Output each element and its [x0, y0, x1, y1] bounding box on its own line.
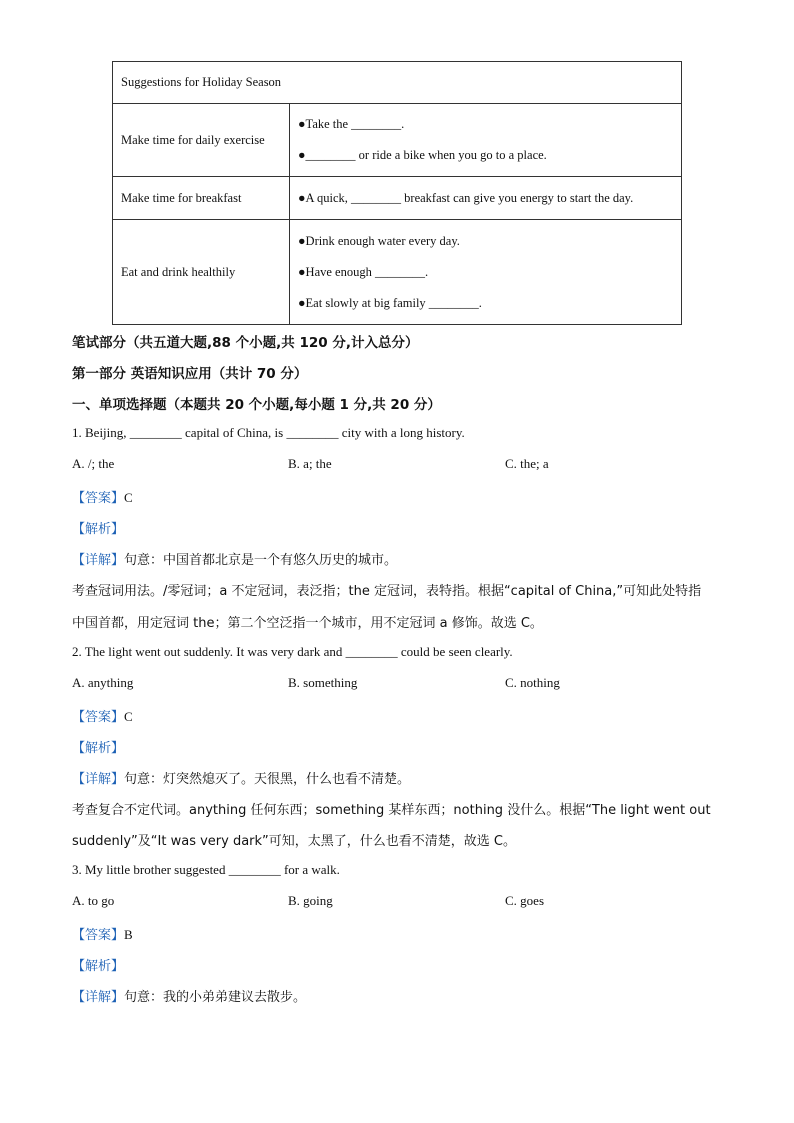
row-item: ●________ or ride a bike when you go to a place. — [298, 148, 547, 162]
answer-value: C — [124, 709, 133, 724]
table-row — [113, 104, 682, 177]
row-item: ●Drink enough water every day. — [298, 233, 460, 248]
table-row — [113, 220, 682, 325]
question-stem: 2. The light went out suddenly. It was very dark and ________ could be seen clearly. — [72, 644, 513, 659]
question-stem: 1. Beijing, ________ capital of China, is ________ city with a long history. — [72, 425, 465, 440]
detail-tag: 【详解】 — [72, 990, 125, 1005]
detail-line — [72, 986, 306, 1005]
answer-line — [72, 924, 133, 943]
row-content — [290, 177, 682, 220]
table-row — [113, 177, 682, 220]
row-label: Make time for daily exercise — [113, 104, 290, 177]
option-a: A. /; the — [72, 456, 115, 471]
answer-line — [72, 487, 133, 506]
detail-tag: 【详解】 — [72, 772, 125, 787]
explain-line: 考查复合不定代词。anything 任何东西；something 某样东西；nothing 没什么。根据“The light went out — [72, 803, 711, 818]
answer-line — [72, 706, 133, 725]
question-stem: 3. My little brother suggested ________ for a walk. — [72, 862, 340, 877]
analysis-tag: 【解析】 — [72, 522, 125, 537]
option-a: A. anything — [72, 675, 134, 690]
answer-tag: 【答案】 — [72, 710, 125, 725]
row-item: ●Have enough ________. — [298, 264, 429, 279]
answer-tag: 【答案】 — [72, 491, 125, 506]
row-label: Make time for breakfast — [113, 177, 290, 220]
section-written-heading: 笔试部分（共五道大题,88 个小题,共 120 分,计入总分） — [72, 335, 419, 351]
option-b: B. going — [288, 893, 333, 908]
row-label: Eat and drink healthily — [113, 220, 290, 325]
option-b: B. a; the — [288, 456, 332, 471]
option-c: C. the; a — [505, 456, 549, 471]
answer-tag: 【答案】 — [72, 928, 125, 943]
explain-line: 考查冠词用法。/零冠词；a 不定冠词，表泛指；the 定冠词，表特指。根据“capital of China,”可知此处特指 — [72, 584, 702, 599]
detail-text: 句意：中国首都北京是一个有悠久历史的城市。 — [124, 553, 398, 568]
detail-line — [72, 549, 397, 568]
option-c: C. nothing — [505, 675, 560, 690]
part-one-heading: 第一部分 英语知识应用（共计 70 分） — [72, 366, 308, 382]
suggestions-table — [112, 61, 682, 325]
detail-text: 句意：我的小弟弟建议去散步。 — [124, 990, 307, 1005]
analysis-tag: 【解析】 — [72, 741, 125, 756]
table-title: Suggestions for Holiday Season — [113, 62, 682, 104]
option-c: C. goes — [505, 893, 544, 908]
answer-value: B — [124, 927, 133, 942]
section-one-heading: 一、单项选择题（本题共 20 个小题,每小题 1 分,共 20 分） — [72, 397, 441, 413]
detail-tag: 【详解】 — [72, 553, 125, 568]
detail-text: 句意：灯突然熄灭了。天很黑，什么也看不清楚。 — [124, 772, 411, 787]
row-content — [290, 220, 682, 325]
answer-value: C — [124, 490, 133, 505]
analysis-tag: 【解析】 — [72, 959, 125, 974]
row-item: ●Take the ________. — [298, 117, 405, 131]
explain-line: suddenly”及“It was very dark”可知，太黑了，什么也看不清楚，故选 C。 — [72, 834, 516, 849]
row-item: ●Eat slowly at big family ________. — [298, 295, 482, 310]
option-b: B. something — [288, 675, 358, 690]
detail-line — [72, 768, 410, 787]
row-content — [290, 104, 682, 177]
explain-line: 中国首都，用定冠词 the；第二个空泛指一个城市，用不定冠词 a 修饰。故选 C。 — [72, 616, 543, 631]
option-a: A. to go — [72, 893, 115, 908]
row-item: ●A quick, ________ breakfast can give you energy to start the day. — [298, 190, 634, 205]
